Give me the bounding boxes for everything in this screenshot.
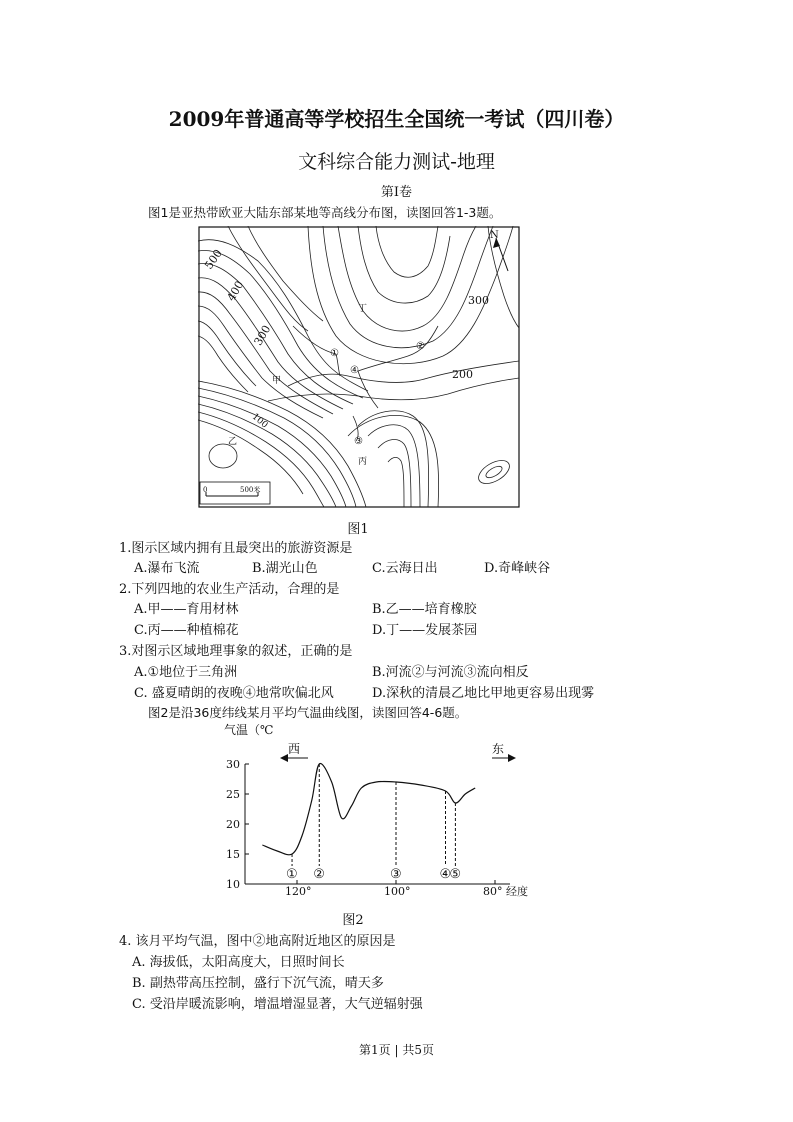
- contour-label-300-right: 300: [468, 294, 489, 307]
- y-axis-label: 气温（℃: [224, 723, 274, 737]
- question-3-option-d: D.深秋的清晨乙地比甲地更容易出现雾: [372, 686, 595, 701]
- contour-label-400: 400: [224, 278, 247, 304]
- contour-label-500: 500: [202, 247, 225, 272]
- question-2-option-a: A.甲——育用材林: [134, 602, 239, 617]
- y-tick-label: 25: [226, 788, 240, 801]
- contour-label-200: 200: [452, 368, 473, 381]
- north-label: N: [490, 230, 499, 241]
- place-ding: 丁: [358, 304, 368, 314]
- west-arrow: [280, 742, 308, 762]
- marker-label-2: ②: [313, 867, 325, 882]
- contour-label-100: 100: [249, 411, 270, 431]
- contour-map: [198, 226, 520, 508]
- question-2-option-c: C.丙——种植棉花: [134, 623, 239, 638]
- fig2-intro: 图2是沿36度纬线某月平均气温曲线图，读图回答4-6题。: [148, 705, 468, 720]
- scale-label-0: 0: [203, 486, 208, 494]
- place-jia: 甲: [272, 376, 282, 386]
- question-3-option-b: B.河流②与河流③流向相反: [372, 665, 529, 680]
- exam-subtitle: 文科综合能力测试-地理: [298, 151, 495, 173]
- marker-4: ④: [350, 365, 359, 376]
- question-4-option-c: C. 受沿岸暖流影响，增温增湿显著，大气逆辐射强: [132, 997, 423, 1012]
- question-1-option-a: A.瀑布飞流: [134, 561, 200, 576]
- east-arrow: [492, 742, 516, 762]
- fig1-caption: 图1: [347, 522, 369, 537]
- question-1-stem: 1.图示区域内拥有且最突出的旅游资源是: [119, 541, 353, 556]
- question-2-option-b: B.乙——培育橡胶: [372, 602, 477, 617]
- exam-title: 2009年普通高等学校招生全国统一考试（四川卷）: [168, 107, 625, 131]
- question-2-stem: 2.下列四地的农业生产活动，合理的是: [119, 582, 340, 597]
- question-1-option-b: B.湖光山色: [252, 561, 318, 576]
- y-tick-label: 10: [226, 878, 240, 891]
- x-tick-label: 120°: [285, 885, 312, 898]
- contour-label-300-left: 300: [251, 323, 274, 348]
- question-1-option-c: C.云海日出: [372, 561, 438, 576]
- temperature-chart: [210, 720, 550, 902]
- x-tick-label: 80°: [483, 885, 503, 898]
- x-axis-label: 经度: [506, 885, 528, 898]
- question-1-option-d: D.奇峰峡谷: [484, 561, 551, 576]
- y-tick-label: 15: [226, 848, 240, 861]
- x-tick-label: 100°: [384, 885, 411, 898]
- y-tick-label: 20: [226, 818, 240, 831]
- marker-label-1: ①: [286, 867, 298, 882]
- section-heading: 第Ⅰ卷: [380, 185, 413, 200]
- marker-1: ①: [330, 348, 339, 359]
- place-yi: 乙: [228, 437, 238, 447]
- page-footer: 第1页 | 共5页: [359, 1043, 434, 1057]
- place-bing: 丙: [358, 457, 368, 467]
- question-4-option-b: B. 副热带高压控制，盛行下沉气流，晴天多: [132, 976, 384, 991]
- question-3-stem: 3.对图示区域地理事象的叙述，正确的是: [119, 644, 353, 659]
- y-tick-label: 30: [226, 758, 240, 771]
- question-4-stem: 4. 该月平均气温，图中②地高附近地区的原因是: [119, 934, 396, 949]
- question-3-option-a: A.①地位于三角洲: [134, 665, 238, 680]
- temperature-series-line: [262, 764, 475, 855]
- scale-label-500: 500米: [240, 486, 261, 494]
- marker-label-3: ③: [390, 867, 402, 882]
- marker-3: ③: [354, 436, 363, 447]
- marker-label-5: ⑤: [449, 867, 462, 882]
- question-2-option-d: D.丁——发展茶园: [372, 623, 478, 638]
- east-label: 东: [492, 742, 505, 756]
- question-4-option-a: A. 海拔低，太阳高度大，日照时间长: [132, 955, 345, 970]
- fig1-intro: 图1是亚热带欧亚大陆东部某地等高线分布图，读图回答1-3题。: [148, 205, 502, 220]
- question-3-option-c: C. 盛夏晴朗的夜晚④地常吹偏北风: [134, 686, 334, 701]
- marker-2: ②: [416, 341, 425, 352]
- marker-label-4: ④: [439, 867, 452, 882]
- fig2-caption: 图2: [342, 913, 364, 928]
- west-label: 西: [288, 742, 301, 756]
